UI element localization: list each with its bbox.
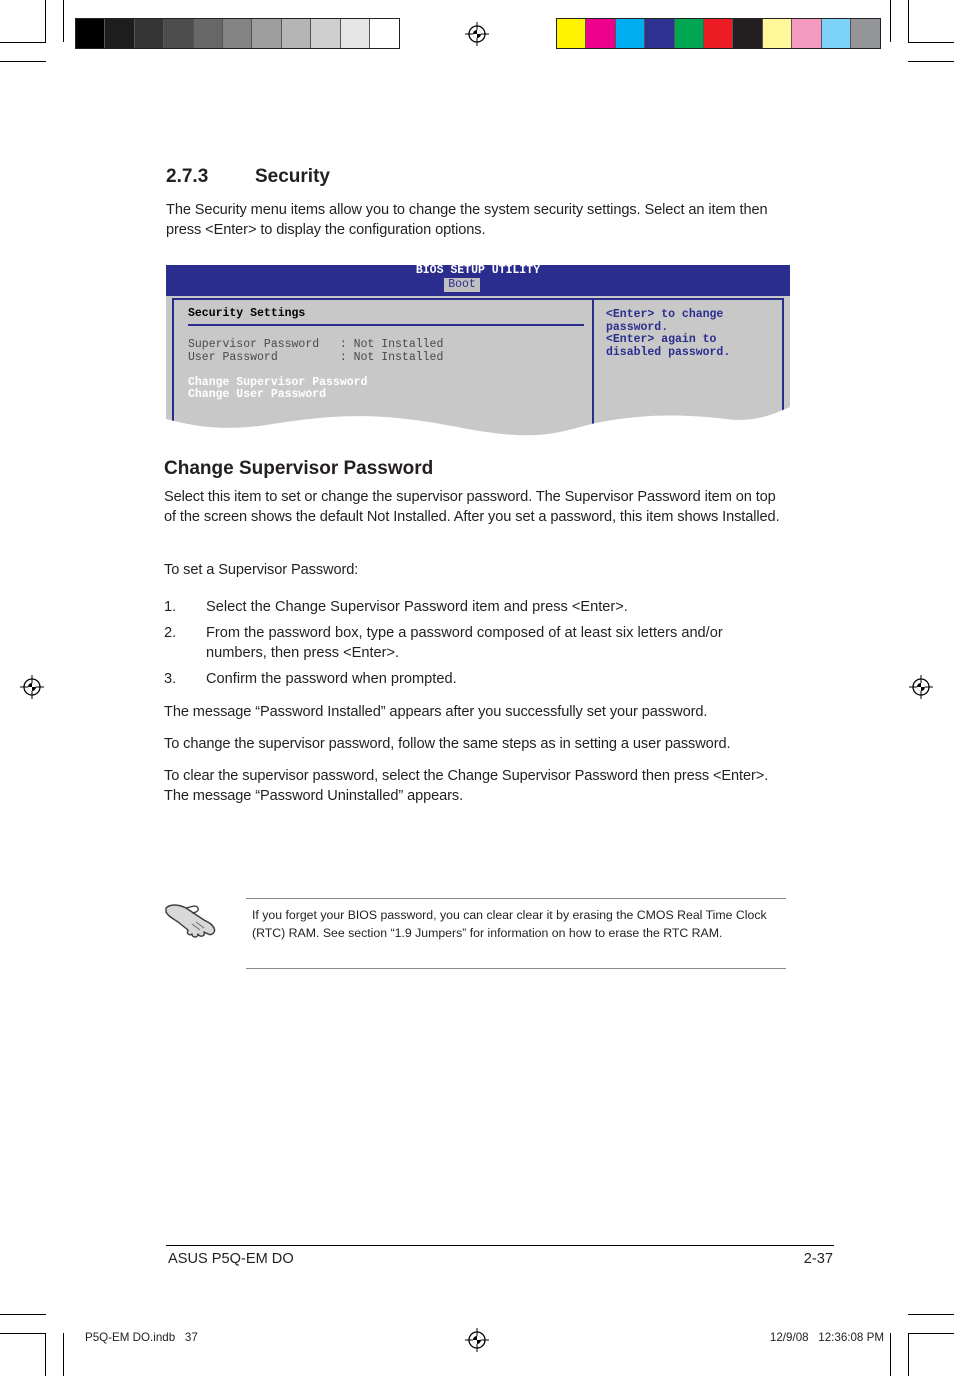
crop-mark (45, 0, 46, 42)
section-heading (166, 166, 330, 188)
color-swatch (763, 19, 792, 48)
color-swatch (252, 19, 281, 48)
section-intro: The Security menu items allow you to change the system security settings. Select an item then press <Enter> to display the configuration options. (166, 202, 768, 239)
bios-help-text: <Enter> to change password. <Enter> again to disabled password. (606, 308, 731, 359)
color-swatch (733, 19, 762, 48)
crop-mark (908, 0, 909, 42)
crop-mark (45, 1333, 46, 1376)
crop-mark (890, 1333, 891, 1376)
color-swatch (105, 19, 134, 48)
bios-change-supervisor-password[interactable]: Change Supervisor Password (188, 375, 368, 389)
registration-mark-icon (465, 1328, 489, 1352)
footer-product: ASUS P5Q-EM DO (168, 1251, 294, 1267)
color-swatch (704, 19, 733, 48)
color-swatch (675, 19, 704, 48)
bios-title-bar (166, 265, 790, 296)
color-swatch (557, 19, 586, 48)
color-swatch (194, 19, 223, 48)
crop-mark (908, 1333, 954, 1334)
step-number: 3. (164, 670, 177, 687)
color-swatch (822, 19, 851, 48)
color-swatch (586, 19, 615, 48)
crop-mark (890, 0, 891, 42)
color-swatch (370, 19, 399, 48)
registration-mark-icon (909, 675, 933, 699)
list-item (164, 623, 784, 664)
bios-divider (188, 324, 584, 326)
step-number: 1. (164, 599, 177, 615)
registration-mark-icon (465, 22, 489, 46)
color-swatch (645, 19, 674, 48)
slug-file: P5Q-EM DO.indb 37 (85, 1331, 198, 1344)
bios-title: BIOS SETUP UTILITY (415, 265, 541, 277)
crop-mark (63, 1333, 64, 1376)
color-swatch (135, 19, 164, 48)
subsection-p1: Select this item to set or change the supervisor password. The Supervisor Password item on top of the screen shows the default Not Installed. After you set a password, this item shows Installed. (164, 489, 780, 526)
footer-rule (166, 1245, 834, 1246)
page-number: 2-37 (803, 1251, 833, 1267)
step-number: 2. (164, 624, 177, 641)
bios-section-title: Security Settings (188, 307, 306, 320)
color-swatch (282, 19, 311, 48)
subsection-p2: To set a Supervisor Password: (164, 562, 359, 578)
bios-change-user-password[interactable]: Change User Password (188, 388, 327, 401)
grayscale-color-bar (75, 18, 400, 49)
torn-edge (166, 407, 790, 445)
color-swatch (616, 19, 645, 48)
subsection-p4: To change the supervisor password, follow the same steps as in setting a user password. (164, 736, 731, 752)
slug-timestamp: 12/9/08 12:36:08 PM (769, 1331, 884, 1344)
list-item (164, 669, 784, 689)
color-swatch (341, 19, 370, 48)
hand-pointing-icon (164, 898, 218, 940)
crop-mark (0, 1333, 46, 1334)
section-number: 2.7.3 (166, 166, 209, 187)
crop-mark (0, 42, 46, 43)
step-text: From the password box, type a password composed of at least six letters and/or numbers, then press <Enter>. (206, 624, 723, 662)
color-swatch (311, 19, 340, 48)
crop-mark (908, 1333, 909, 1376)
step-text: Select the Change Supervisor Password item and press <Enter>. (206, 599, 628, 615)
crop-mark (908, 42, 954, 43)
color-swatch (223, 19, 252, 48)
section-title: Security (255, 166, 330, 187)
process-color-bar (556, 18, 881, 49)
bios-user-password-status: User Password : Not Installed (188, 350, 444, 364)
note-text: If you forget your BIOS password, you can clear clear it by erasing the CMOS Real Time Clock (RTC) RAM. See section “1.9 Jumpers” for information on how to erase the RTC RAM. (252, 908, 767, 940)
color-swatch (164, 19, 193, 48)
color-swatch (792, 19, 821, 48)
subsection-p5: To clear the supervisor password, select the Change Supervisor Password then press <Enter>. The message “Password Uninstalled” appears. (164, 768, 769, 805)
color-swatch (851, 19, 880, 48)
step-text: Confirm the password when prompted. (206, 670, 457, 687)
subsection-title: Change Supervisor Password (164, 458, 434, 479)
crop-mark (0, 61, 46, 62)
list-item (164, 597, 784, 617)
color-swatch (76, 19, 105, 48)
registration-mark-icon (20, 675, 44, 699)
subsection-p3: The message “Password Installed” appears after you successfully set your password. (164, 704, 708, 720)
bios-tab-boot[interactable]: Boot (444, 278, 480, 292)
note-bottom-rule (246, 968, 786, 969)
bios-screenshot (166, 265, 790, 445)
crop-mark (0, 1314, 46, 1315)
bios-supervisor-password-status: Supervisor Password : Not Installed (188, 338, 444, 351)
crop-mark (908, 1314, 954, 1315)
note-top-rule (246, 898, 786, 899)
crop-mark (908, 61, 954, 62)
crop-mark (63, 0, 64, 42)
steps-list (164, 597, 784, 695)
